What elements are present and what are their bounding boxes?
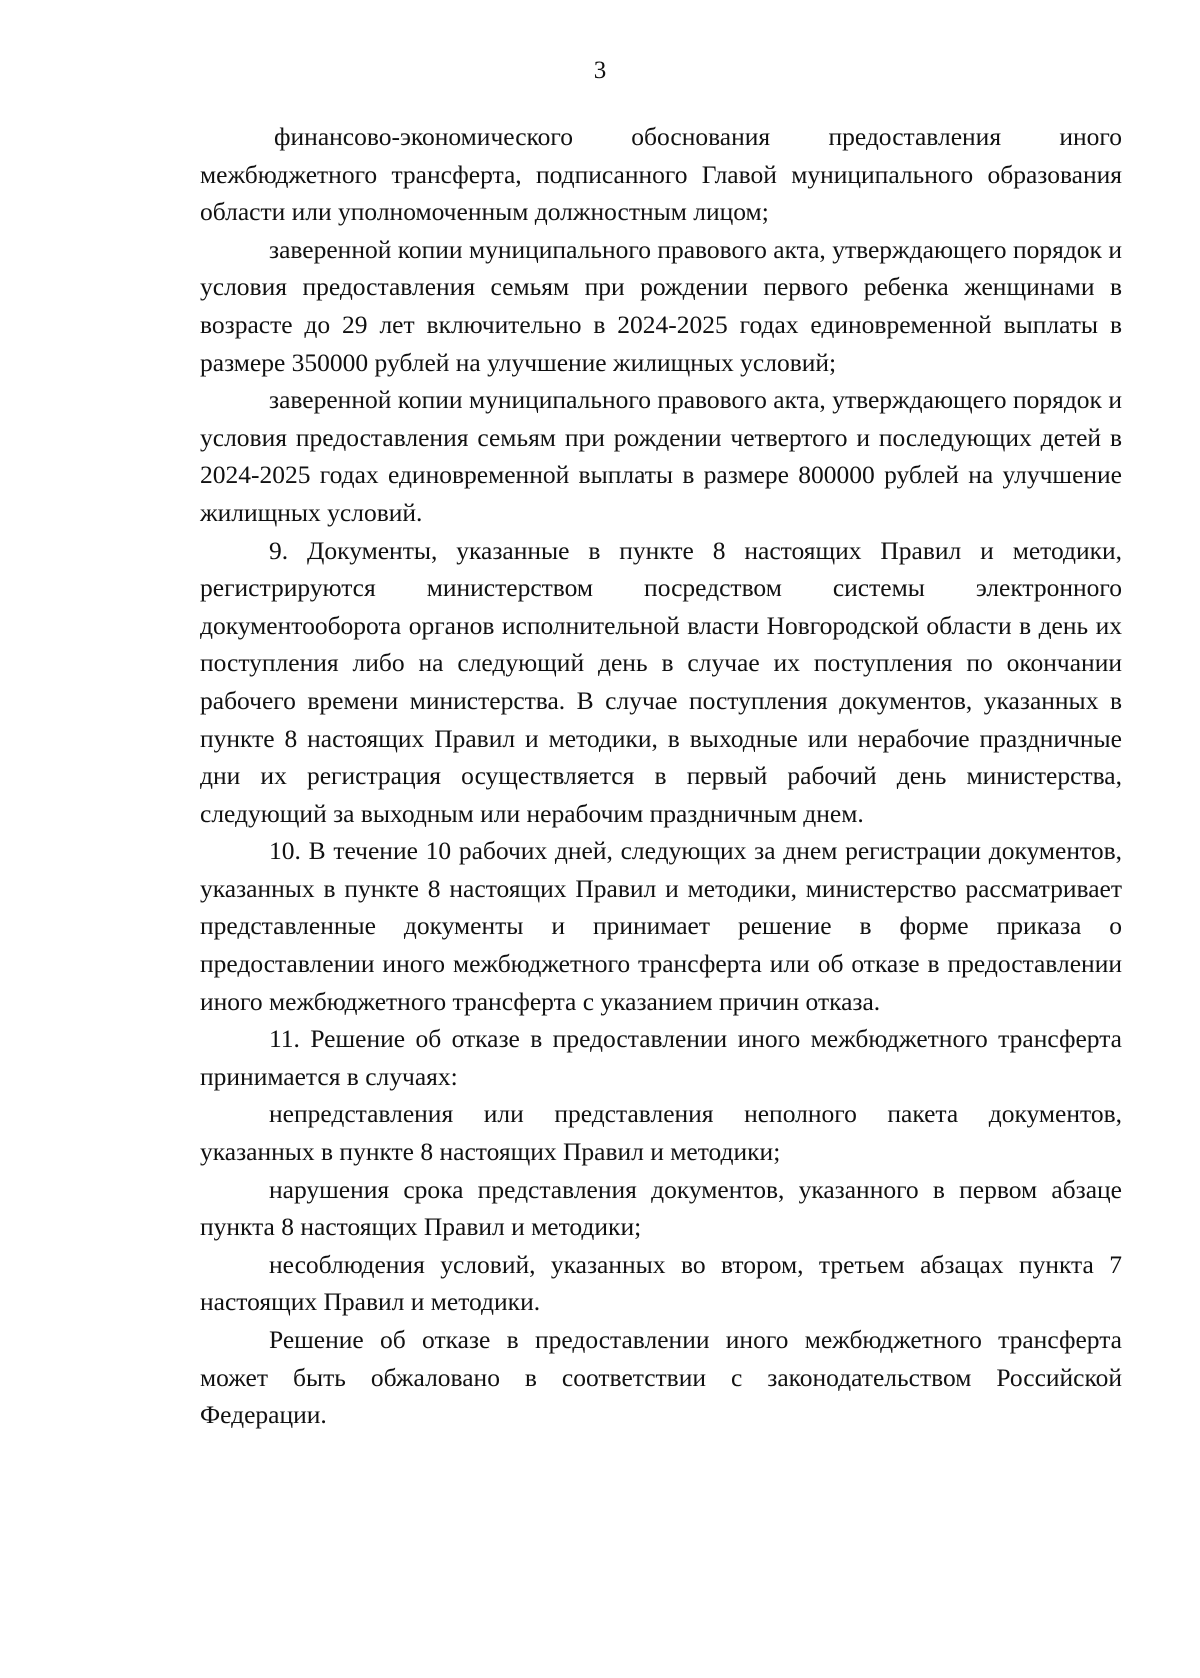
paragraph-fourth-child-act: заверенной копии муниципального правового акта, утверждающего порядок и условия предоставления семьям при рождении четвертого и последующих детей в 2024-2025 годах единовременной выплаты в размере 800000 рублей на улучшение жилищных условий.	[200, 385, 1122, 527]
paragraph-clause-10: 10. В течение 10 рабочих дней, следующих за днем регистрации документов, указанных в пункте 8 настоящих Правил и методики, министерство рассматривает представленные документы и принимает решение в форме приказа о предоставлении иного межбюджетного трансферта или об отказе в предоставлении иного межбюджетного трансферта с указанием причин отказа.	[200, 836, 1122, 1016]
paragraph-refusal-reason-conditions: несоблюдения условий, указанных во втором, третьем абзацах пункта 7 настоящих Правил и методики.	[200, 1249, 1122, 1317]
document-body	[200, 118, 1122, 1434]
paragraph-first-child-act: заверенной копии муниципального правового акта, утверждающего порядок и условия предоставления семьям при рождении первого ребенка женщинами в возрасте до 29 лет включительно в 2024-2025 годах единовременной выплаты в размере 350000 рублей на улучшение жилищных условий;	[200, 234, 1122, 377]
paragraph-clause-9: 9. Документы, указанные в пункте 8 настоящих Правил и методики, регистрируются министерством посредством системы электронного документооборота органов исполнительной власти Новгородской области в день их поступления либо на следующий день в случае их поступления по окончании рабочего времени министерства. В случае поступления документов, указанных в пункте 8 настоящих Правил и методики, в выходные или нерабочие праздничные дни их регистрация осуществляется в первый рабочий день министерства, следующий за выходным или нерабочим праздничным днем.	[200, 535, 1122, 828]
page-number: 3	[593, 57, 607, 84]
paragraph-refusal-reason-deadline: нарушения срока представления документов, указанного в первом абзаце пункта 8 настоящих Правил и методики;	[200, 1174, 1122, 1242]
paragraph-financial-justification: финансово-экономического обоснования предоставления иного межбюджетного трансферта, подписанного Главой муниципального образования области или уполномоченным должностным лицом;	[200, 122, 1122, 227]
paragraph-clause-11: 11. Решение об отказе в предоставлении иного межбюджетного трансферта принимается в случаях:	[200, 1024, 1122, 1091]
paragraph-refusal-reason-incomplete: непредставления или представления неполного пакета документов, указанных в пункте 8 настоящих Правил и методики;	[200, 1099, 1122, 1167]
paragraph-appeal: Решение об отказе в предоставлении иного межбюджетного трансферта может быть обжаловано в соответствии с законодательством Российской Федерации.	[200, 1325, 1122, 1430]
